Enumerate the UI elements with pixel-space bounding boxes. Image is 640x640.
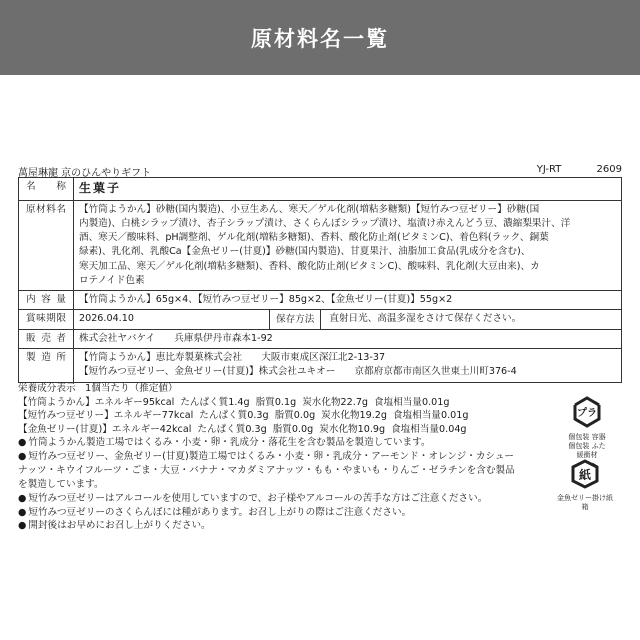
page-header [0, 0, 640, 75]
expiry-value: 2026.04.10 [79, 313, 134, 325]
plastic-recycle-caption: 個包装 容器 個包装 ふた 緩衝材 [568, 433, 606, 459]
ingredients-line: 内製造)、白桃シラップ漬け、杏子シラップ漬け、さくらんぼシラップ漬け、塩漬け赤えんどう豆、濃縮梨果汁、洋 [79, 217, 571, 229]
name-value: 生菓子 [74, 178, 622, 201]
quantity-label: 内容量 [19, 290, 74, 309]
ingredients-line: 【竹筒ようかん】砂糖(国内製造)、小豆生あん、寒天／ゲル化剤(増粘多糖類)【短竹みつ豆ゼリー】砂糖(国 [79, 203, 540, 215]
ingredients-label: 原材料名 [19, 200, 74, 290]
page-title: 原材料名一覧 [251, 25, 389, 51]
quantity-row [19, 290, 622, 309]
nutrition-row: 【竹筒ようかん】エネルギー95kcal たんぱく質1.4g 脂質0.1g 炭水化物22.7g 食塩相当量0.01g [18, 396, 450, 408]
product-number: 2609 [596, 164, 622, 175]
plastic-mark-text: プラ [577, 408, 597, 419]
maker-line: 【竹筒ようかん】恵比寿製菓株式会社 大阪市東成区深江北2-13-37 [79, 352, 386, 364]
ingredients-line: 寒天加工品、寒天／ゲル化剤(増粘多糖類)、香料、酸化防止剤(ビタミンC)、酸味料、乳化剤(大豆由来)、カ [79, 260, 540, 272]
note-item: ● 開封後はお早めにお召し上がりください。 [18, 520, 211, 532]
ingredients-line: ロテノイド色素 [79, 274, 145, 286]
paper-recycle-caption: 金魚ゼリー掛け紙 箱 [557, 494, 613, 511]
paper-mark-text: 紙 [578, 468, 592, 482]
seller-value: 株式会社ヤバケイ 兵庫県伊丹市森本1-92 [74, 330, 622, 349]
seller-label: 販売者 [19, 330, 74, 349]
name-label: 名 称 [19, 178, 74, 201]
ingredients-line: 酒、寒天／酸味料、pH調整剤、ゲル化剤(増粘多糖類)、香料、酸化防止剤(ビタミンC)、着色料(ラック、銅葉 [79, 232, 549, 244]
storage-value: 直射日光、高温多湿をさけて保存ください。 [329, 313, 522, 325]
plastic-recycle-icon [569, 395, 605, 429]
note-item: ● 短竹みつ豆ゼリー、金魚ゼリー(甘夏)製造工場ではくるみ・小麦・卵・乳成分・アーモンド・オレンジ・カシューナッツ・キウイフルーツ・ごま・大豆・バナナ・マカダミアナッツ・もも・やまいも・りんご・ゼラチンを含む製品を製造しています。 [18, 450, 515, 490]
expiry-label: 賞味期限 [19, 310, 74, 330]
ingredients-row [19, 200, 622, 290]
maker-value [74, 349, 622, 382]
seller-row [19, 330, 622, 349]
maker-row [19, 349, 622, 382]
maker-line: 【短竹みつ豆ゼリー、金魚ゼリー(甘夏)】株式会社ユキオー 京都府京都市南区久世東土川町376-4 [79, 366, 517, 378]
ingredients-value [74, 200, 622, 290]
ingredients-line: 緑素)、乳化剤、乳酸Ca【金魚ゼリー(甘夏)】砂糖(国内製造)、甘夏果汁、油脂加工食品(乳成分を含む)、 [79, 246, 531, 258]
nutrition-row: 【金魚ゼリー(甘夏)】エネルギー42kcal たんぱく質0.3g 脂質0.0g 炭水化物10.9g 食塩相当量0.04g [18, 423, 467, 435]
maker-label: 製造所 [19, 349, 74, 382]
note-item: ● 短竹みつ豆ゼリーのさくらんぼには種があります。お召し上がりの際はご注意ください。 [18, 506, 412, 518]
plastic-recycle-mark [559, 395, 615, 459]
nutrition-facts [18, 382, 538, 436]
paper-recycle-icon [568, 458, 602, 490]
nutrition-heading: 栄養成分表示 1個当たり（推定値） [18, 383, 178, 394]
product-code: YJ-RT [536, 164, 562, 175]
quantity-value: 【竹筒ようかん】65g×4、【短竹みつ豆ゼリー】85g×2、【金魚ゼリー(甘夏)】55g×2 [74, 290, 622, 309]
paper-recycle-mark [545, 458, 625, 512]
allergy-notes [18, 436, 523, 533]
note-item: ● 短竹みつ豆ゼリーはアルコールを使用していますので、お子様やアルコールの苦手な方はご注意ください。 [18, 492, 488, 504]
nutrition-row: 【短竹みつ豆ゼリー】エネルギー77kcal たんぱく質0.3g 脂質0.0g 炭水化物19.2g 食塩相当量0.01g [18, 410, 469, 422]
product-name: 萬屋琳寵 京のひんやりギフト [18, 168, 152, 179]
name-row [19, 178, 622, 201]
storage-label: 保存方法 [269, 310, 321, 329]
expiry-row [19, 310, 622, 330]
note-item: ● 竹筒ようかん製造工場ではくるみ・小麦・卵・乳成分・落花生を含む製品を製造しています。 [18, 437, 431, 448]
label-table [18, 177, 622, 383]
